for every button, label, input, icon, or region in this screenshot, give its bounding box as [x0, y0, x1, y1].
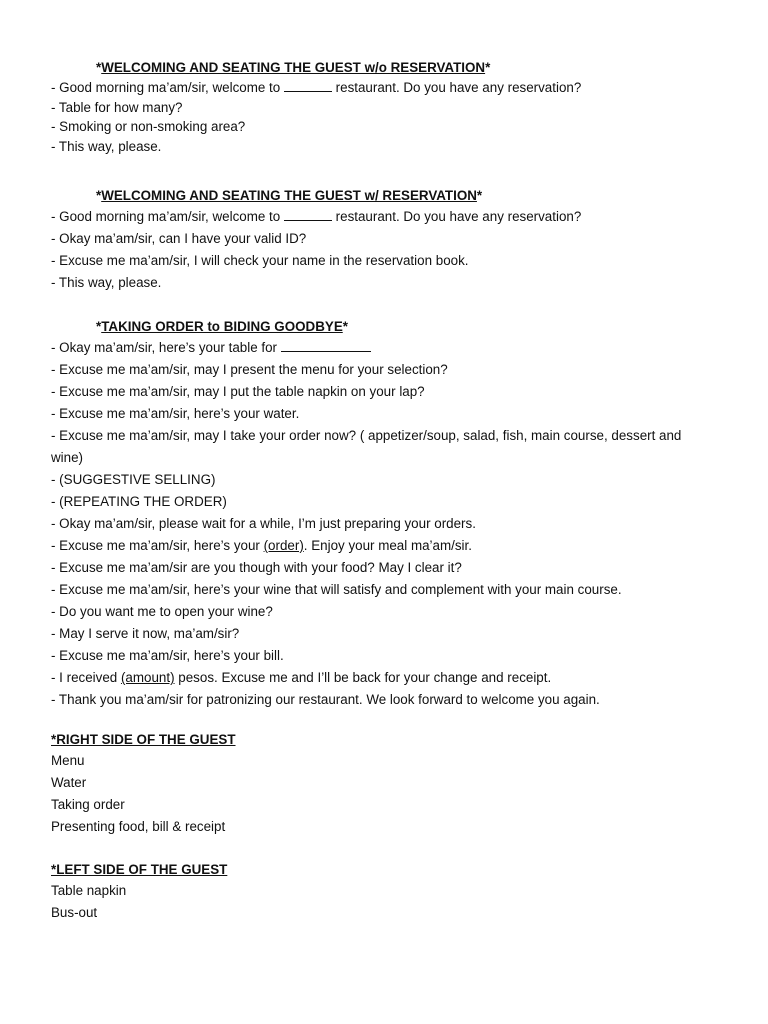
script-line: - Okay ma’am/sir, please wait for a while, I’m just preparing your orders.	[51, 516, 476, 531]
heading-text: *RIGHT SIDE OF THE GUEST	[51, 732, 236, 747]
underlined-placeholder: (order)	[263, 538, 304, 553]
script-line	[51, 206, 741, 228]
section-with-reservation	[51, 186, 741, 294]
script-line: - This way, please.	[51, 138, 162, 154]
script-line: - Okay ma’am/sir, can I have your valid ID?	[51, 231, 307, 246]
heading-asterisk: *	[342, 319, 348, 334]
fill-in-blank	[281, 340, 371, 352]
section-heading	[51, 317, 741, 337]
heading-asterisk: *	[96, 188, 102, 203]
heading-text: *LEFT SIDE OF THE GUEST	[51, 862, 228, 877]
list-item: Table napkin	[51, 883, 127, 898]
line-text: . Enjoy your meal ma’am/sir.	[303, 538, 472, 553]
line-text: - Excuse me ma’am/sir, here’s your	[51, 538, 264, 553]
heading-asterisk: *	[485, 60, 491, 75]
line-text: - I received	[51, 670, 121, 685]
underlined-placeholder: (amount)	[120, 670, 175, 685]
script-line: - Excuse me ma’am/sir, may I take your order now? ( appetizer/soup, salad, fish, main course, dessert and wine)	[51, 428, 682, 465]
heading-text: TAKING ORDER to BIDING GOODBYE	[101, 319, 343, 334]
script-line: - Do you want me to open your wine?	[51, 604, 273, 619]
fill-in-blank	[284, 209, 332, 221]
section-without-reservation	[51, 58, 741, 156]
script-line: - (SUGGESTIVE SELLING)	[51, 472, 216, 487]
list-item: Menu	[51, 753, 85, 768]
section-heading	[51, 730, 741, 750]
list-item: Presenting food, bill & receipt	[51, 819, 226, 834]
line-text: pesos. Excuse me and I’ll be back for your change and receipt.	[174, 670, 552, 685]
script-line: - Excuse me ma’am/sir, may I put the table napkin on your lap?	[51, 384, 425, 399]
script-line	[51, 667, 741, 689]
heading-text: WELCOMING AND SEATING THE GUEST w/ RESERVATION	[101, 188, 477, 203]
script-line: - Thank you ma’am/sir for patronizing our restaurant. We look forward to welcome you again.	[51, 692, 600, 707]
line-text: restaurant. Do you have any reservation?	[331, 80, 582, 95]
script-line: - Excuse me ma’am/sir, here’s your wine that will satisfy and complement with your main course.	[51, 582, 622, 597]
section-heading	[51, 58, 741, 78]
list-item: Taking order	[51, 797, 125, 812]
line-text: - Good morning ma’am/sir, welcome to	[51, 209, 284, 224]
heading-asterisk: *	[96, 319, 102, 334]
script-line: - Table for how many?	[51, 99, 183, 115]
script-line: - Excuse me ma’am/sir, I will check your name in the reservation book.	[51, 253, 469, 268]
fill-in-blank	[284, 80, 332, 92]
section-heading	[51, 860, 741, 880]
script-line: - Excuse me ma’am/sir, may I present the menu for your selection?	[51, 362, 448, 377]
line-text: - Okay ma’am/sir, here’s your table for	[51, 340, 281, 355]
section-heading	[51, 186, 741, 206]
script-line: - (REPEATING THE ORDER)	[51, 494, 227, 509]
heading-asterisk: *	[476, 188, 483, 203]
heading-asterisk: *	[96, 60, 102, 75]
script-line	[51, 535, 741, 557]
list-item: Bus-out	[51, 905, 98, 920]
script-line: - May I serve it now, ma’am/sir?	[51, 626, 240, 641]
script-line: - Excuse me ma’am/sir are you though with your food? May I clear it?	[51, 560, 462, 575]
section-taking-order	[51, 317, 741, 711]
section-right-side	[51, 730, 741, 838]
script-line: - Smoking or non-smoking area?	[51, 119, 246, 134]
heading-text: WELCOMING AND SEATING THE GUEST w/o RESERVATION	[101, 60, 486, 75]
script-line	[51, 337, 741, 359]
line-text: - Good morning ma’am/sir, welcome to	[51, 80, 284, 95]
script-line: - This way, please.	[51, 275, 162, 290]
script-line	[51, 78, 741, 98]
section-left-side	[51, 860, 741, 924]
line-text: restaurant. Do you have any reservation?	[331, 209, 582, 224]
script-line: - Excuse me ma’am/sir, here’s your bill.	[51, 648, 284, 663]
list-item: Water	[51, 775, 87, 790]
script-line: - Excuse me ma’am/sir, here’s your water.	[51, 406, 300, 421]
